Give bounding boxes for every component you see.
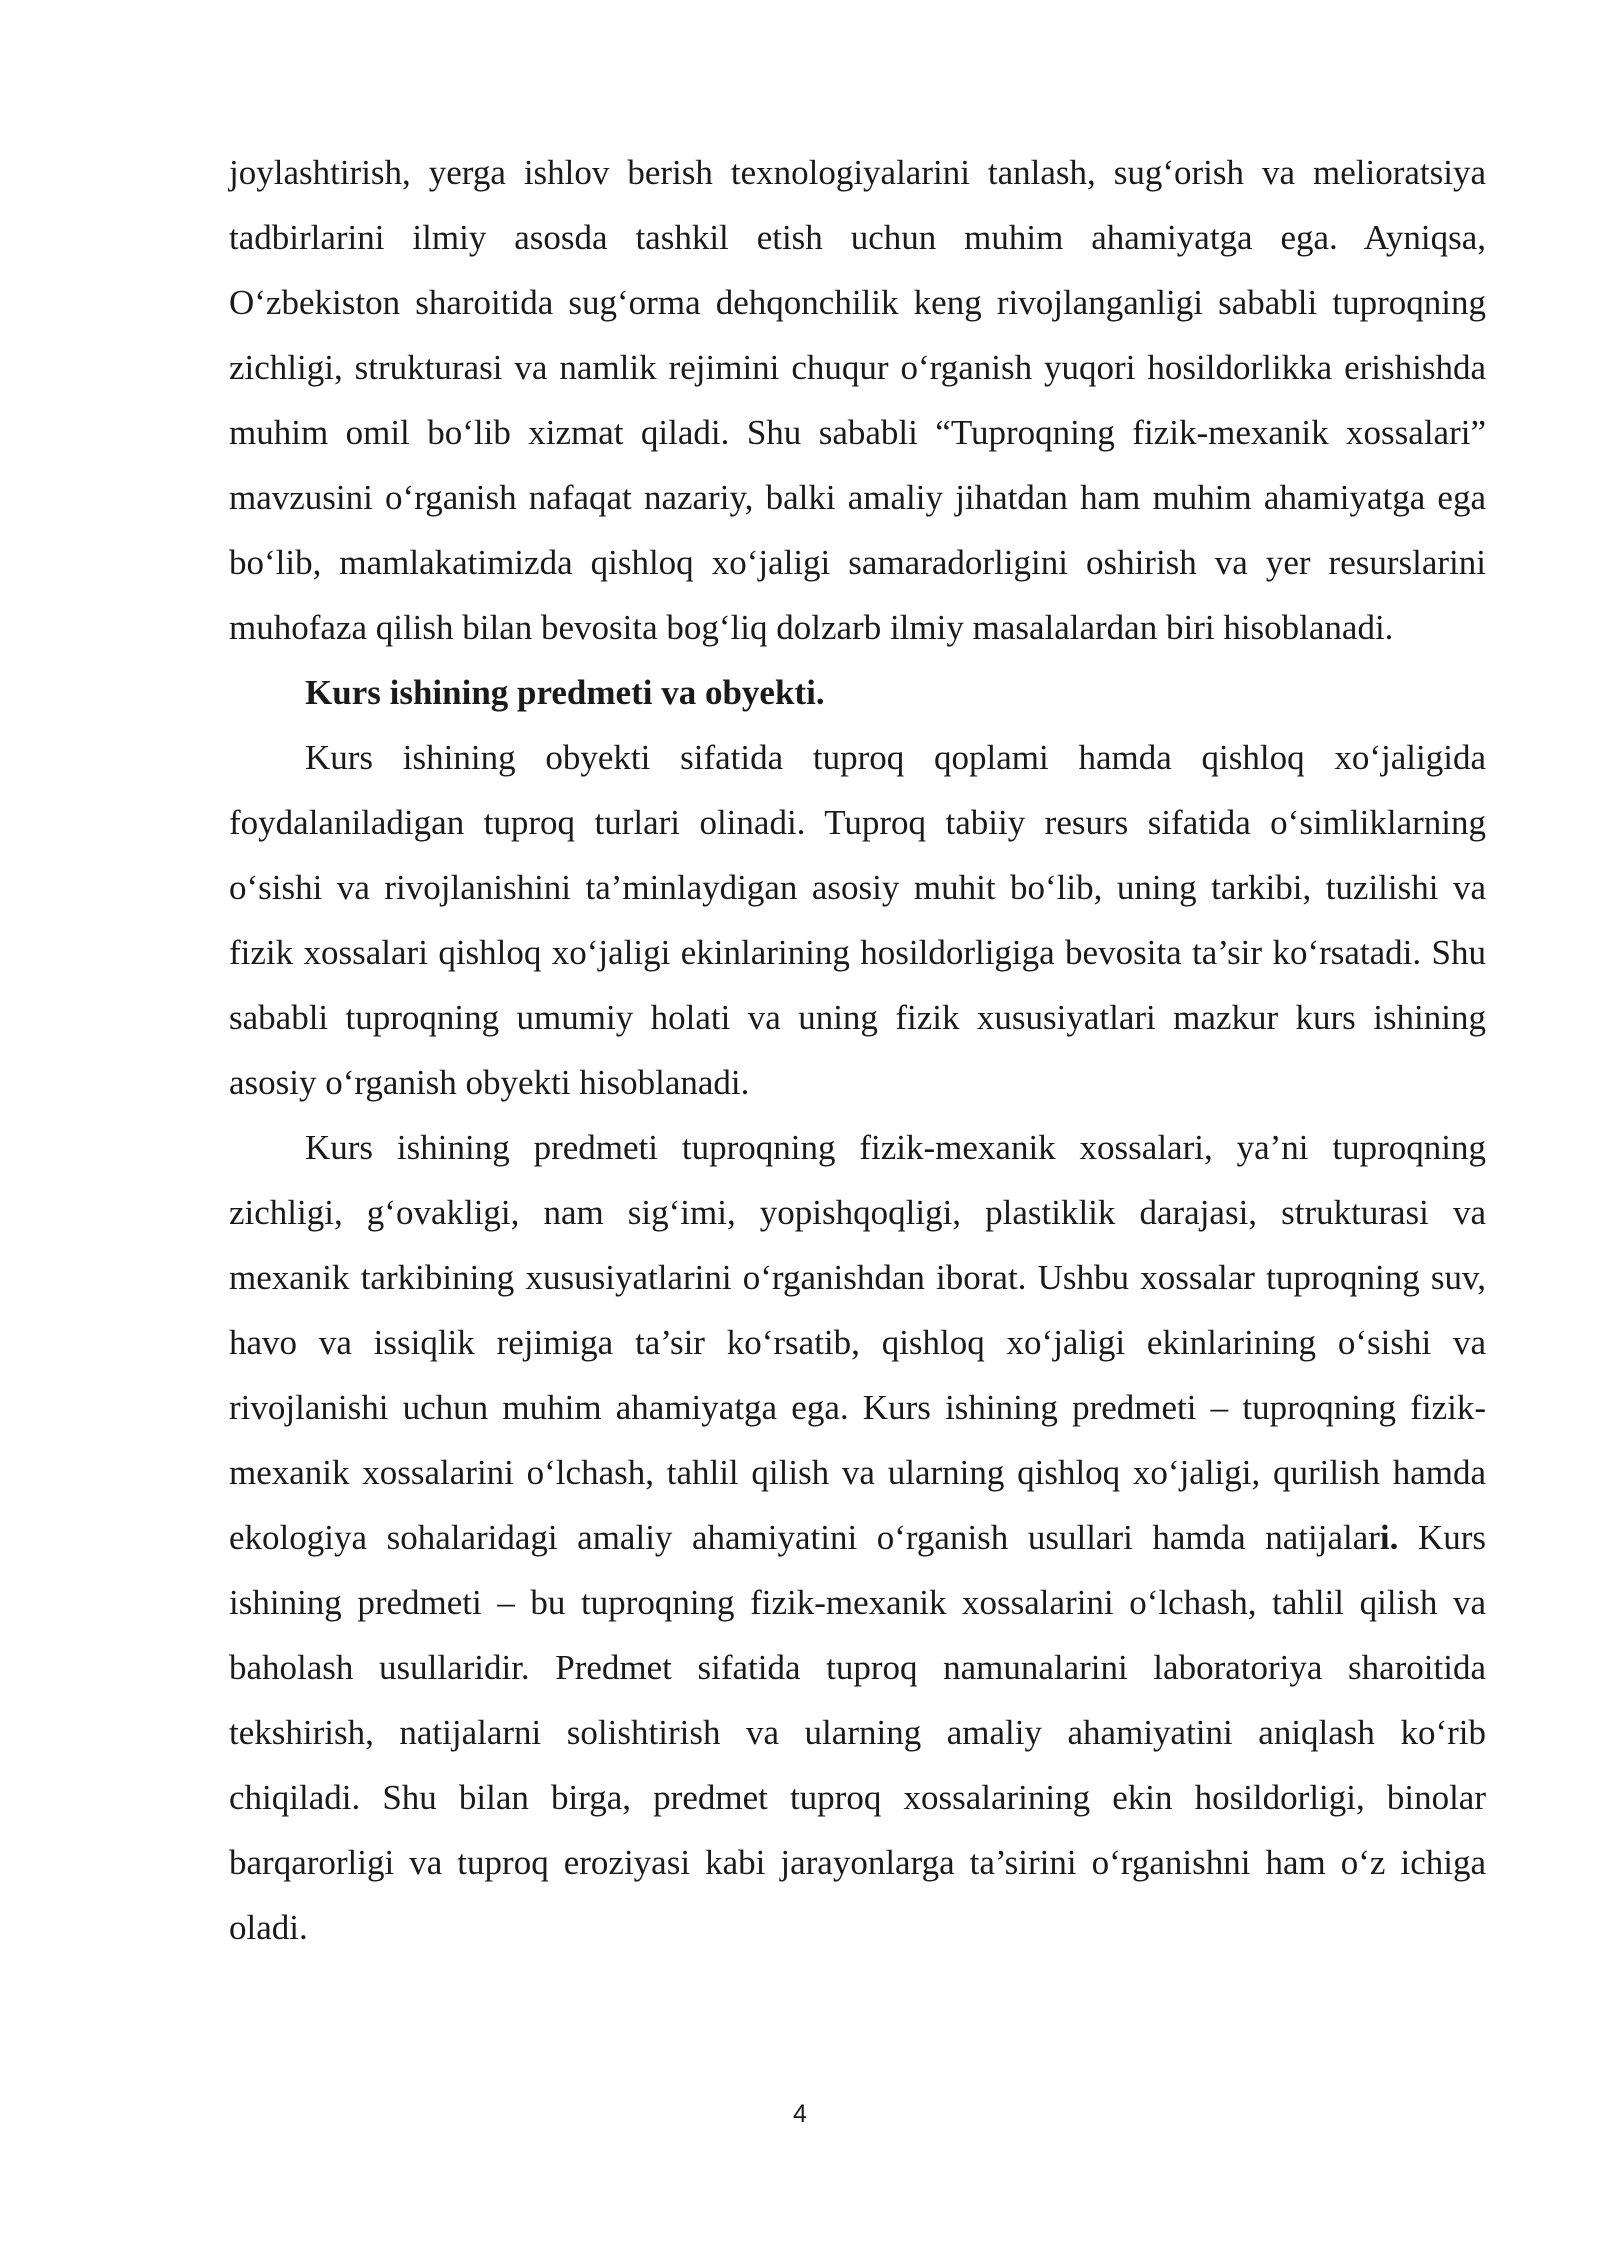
paragraph-subject-part1: Kurs ishining predmeti tuproqning fizik-mexanik xossalari, ya’ni tuproqning zichligi, g‘ovakligi, nam sig‘imi, yopishqoqligi, plastiklik darajasi, strukturasi va mexanik tarkibining xususiyatlarini o‘rganishdan iborat. Ushbu xossalar tuproqning suv, havo va issiqlik rejimiga ta’sir ko‘rsatib, qishloq xo‘jaligi ekinlarining o‘sishi va rivojlanishi uchun muhim ahamiyatga ega. Kurs ishining predmeti – tuproqning fizik-mexanik xossalarini o‘lchash, tahlil qilish va ularning qishloq xo‘jaligi, qurilish hamda ekologiya sohalaridagi amaliy ahamiyatini o‘rganish usullari hamda natijalar xyxy=(229,1128,1486,1557)
paragraph-subject-part2: Kurs ishining predmeti – bu tuproqning fizik-mexanik xossalarini o‘lchash, tahlil qilish va baholash usullaridir. Predmet sifatida tuproq namunalarini laboratoriya sharoitida tekshirish, natijalarni solishtirish va ularning amaliy ahamiyatini aniqlash ko‘rib chiqiladi. Shu bilan birga, predmet tuproq xossalarining ekin hosildorligi, binolar barqarorligi va tuproq eroziyasi kabi jarayonlarga ta’sirini o‘rganishni ham o‘z ichiga oladi. xyxy=(229,1518,1486,1947)
paragraph-subject xyxy=(229,1115,1486,1960)
paragraph-object: Kurs ishining obyekti sifatida tuproq qoplami hamda qishloq xo‘jaligida foydalaniladigan tuproq turlari olinadi. Tuproq tabiiy resurs sifatida o‘simliklarning o‘sishi va rivojlanishini ta’minlaydigan asosiy muhit bo‘lib, uning tarkibi, tuzilishi va fizik xossalari qishloq xo‘jaligi ekinlarining hosildorligiga bevosita ta’sir ko‘rsatadi. Shu sababli tuproqning umumiy holati va uning fizik xususiyatlari mazkur kurs ishining asosiy o‘rganish obyekti hisoblanadi. xyxy=(229,738,1486,1102)
page-number: 4 xyxy=(793,2100,807,2128)
paragraph-subject-bold-letter: i. xyxy=(1379,1518,1399,1557)
paragraph-continued: joylashtirish, yerga ishlov berish texnologiyalarini tanlash, sug‘orish va melioratsiya tadbirlarini ilmiy asosda tashkil etish uchun muhim ahamiyatga ega. Ayniqsa, O‘zbekiston sharoitida sug‘orma dehqonchilik keng rivojlanganligi sababli tuproqning zichligi, strukturasi va namlik rejimini chuqur o‘rganish yuqori hosildorlikka erishishda muhim omil bo‘lib xizmat qiladi. Shu sababli “Tuproqning fizik-mexanik xossalari” mavzusini o‘rganish nafaqat nazariy, balki amaliy jihatdan ham muhim ahamiyatga ega bo‘lib, mamlakatimizda qishloq xo‘jaligi samaradorligini oshirish va yer resurslarini muhofaza qilish bilan bevosita bog‘liq dolzarb ilmiy masalalardan biri hisoblanadi. xyxy=(229,153,1486,647)
section-heading: Kurs ishining predmeti va obyekti. xyxy=(305,673,825,712)
document-body xyxy=(229,140,1486,1960)
